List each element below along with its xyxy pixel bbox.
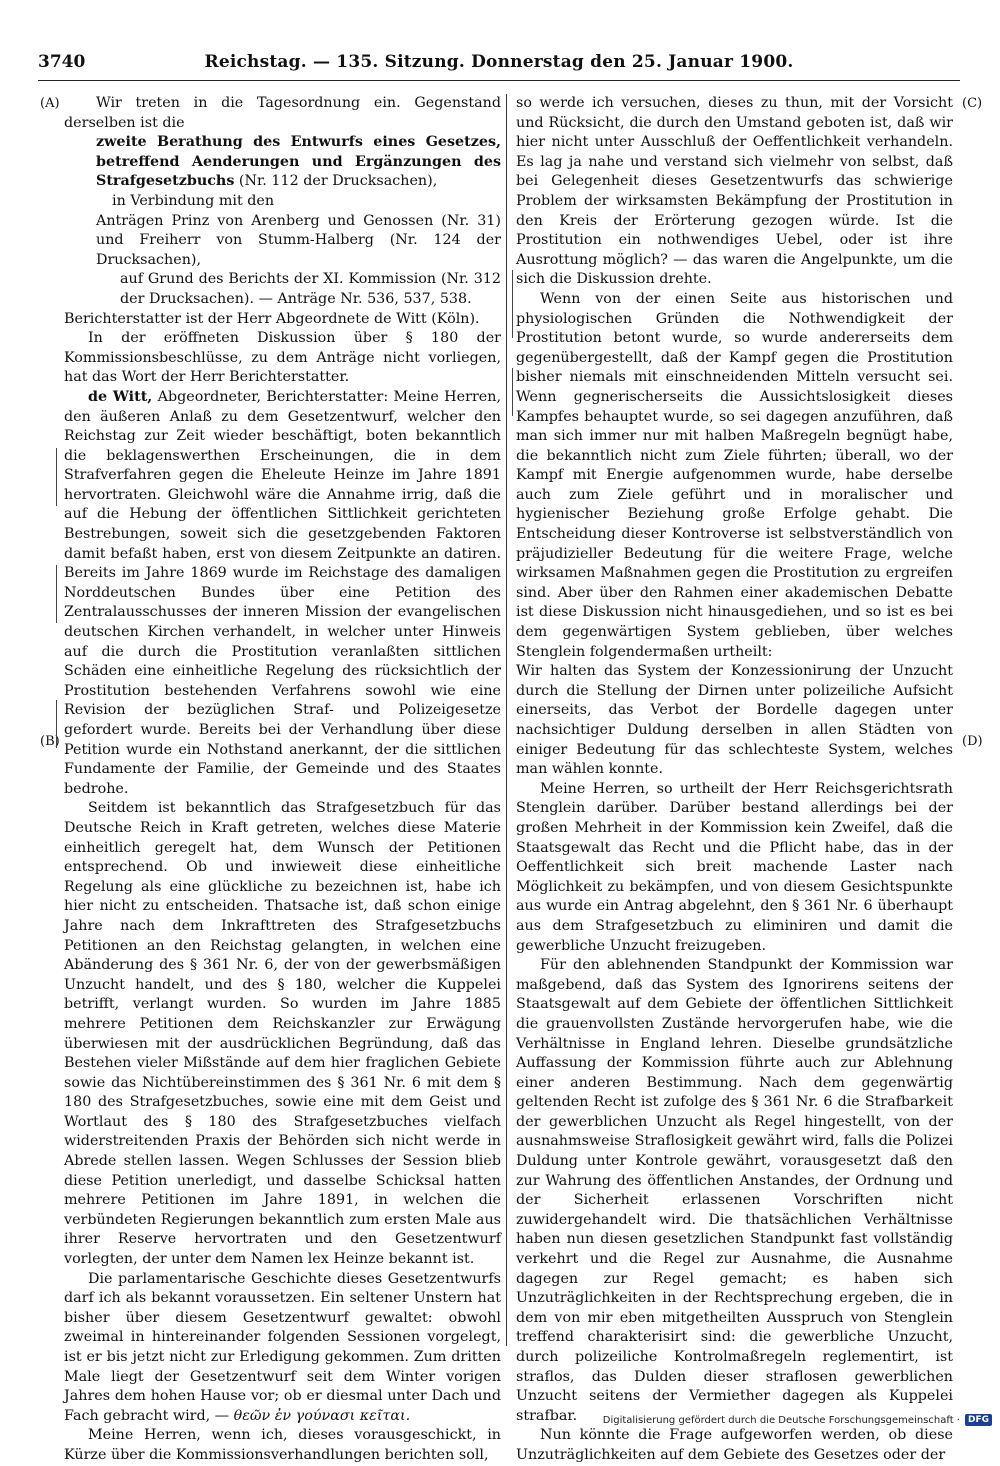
dfg-logo-icon: DFG	[965, 1414, 992, 1426]
agenda-title: zweite Berathung des Entwurfs eines Gesetzes, betreffend Aenderungen und Ergänzungen des Strafgesetzbuchs	[96, 134, 501, 190]
agenda-block	[96, 133, 501, 309]
stenglein-quote: Wir halten das System der Konzessionirung der Unzucht durch die Stellung der Dirnen unter polizeiliche Aufsicht einerseits, das Verbot der Bordelle dagegen unter nachsichtiger Duldung derselben in allen Städten von einiger Bedeutung für das schlechteste System, welches man wählen konnte.	[516, 663, 953, 778]
right-paragraph-1: so werde ich versuchen, dieses zu thun, mit der Vorsicht und Rücksicht, die durch den Umstand geboten ist, daß wir hier nicht unter Ausschluß der Oeffentlichkeit verhandeln. Es lag ja nahe und verstand sich vielmehr von selbst, daß bei Gelegenheit dieses Gesetzentwurfs das schwierige Problem der wirksamsten Bekämpfung der Prostitution in den Kreis der Erörterung gezogen würde. Ist die Prostitution ein nothwendiges Uebel, oder ist ihre Ausrottung möglich? — das waren die Angelpunkte, um die sich die Diskussion drehte.	[516, 95, 953, 288]
speech-text-3: Die parlamentarische Geschichte dieses Gesetzentwurfs darf ich als bekannt voraussetzen. Ein seltener Unstern hat bisher über diesem Gesetzentwurf gewaltet: obwohl zweimal in hintereinander folgenden Sessionen vorgelegt, ist er bis jetzt nicht zur Erledigung gekommen. Zum dritten Male liegt der Gesetzentwurf seit dem Winter vorigen Jahres dem hohen Hause vor; ob er diesmal unter Dach und Fach gebracht wird, —	[64, 1270, 501, 1424]
page-header	[38, 46, 960, 81]
speaker-name: de Witt,	[88, 388, 153, 405]
right-paragraph-3: Meine Herren, so urtheilt der Herr Reichsgerichtsrath Stenglein darüber. Darüber bestand allerdings bei der großen Mehrheit in der Kommission kein Zweifel, daß die Staatsgewalt das Recht und die Pflicht habe, das in der Oeffentlichkeit sich breit machende Laster nach Möglichkeit zu bekämpfen, und von diesem Gesichtspunkte aus wurde ein Antrag abgelehnt, den § 361 Nr. 6 überhaupt aus dem Strafgesetzbuch zu eliminiren und damit die gewerbliche Unzucht freizugeben.	[516, 780, 953, 954]
greek-quote: θεῶν ἐν γούνασι κεῖται.	[229, 1407, 411, 1424]
running-head: Reichstag. — 135. Sitzung. Donnerstag den 25. Januar 1900.	[204, 52, 794, 72]
right-column	[516, 94, 953, 1466]
margin-bracket	[56, 700, 62, 748]
footer-credit	[603, 1414, 992, 1426]
opening-paragraph: In der eröffneten Diskussion über § 180 der Kommissionsbeschlüsse, zu dem Anträge nicht vorliegen, hat das Wort der Herr Berichterstatter.	[64, 330, 501, 386]
speech-paragraph-2: Seitdem ist bekanntlich das Strafgesetzbuch für das Deutsche Reich in Kraft getreten, welches diese Materie einheitlich geregelt hat, dem Wunsch der Petitionen entsprechend. Ob und inwieweit diese einheitliche Regelung als eine glückliche zu bezeichnen ist, habe ich hier nicht zu entscheiden. Thatsache ist, daß schon einige Jahre nach dem Inkrafttreten des Strafgesetzbuchs Petitionen an den Reichstag gelangten, in welchen eine Abänderung des § 361 Nr. 6, der von der gewerbsmäßigen Unzucht handelt, und des § 180, welcher die Kuppelei betrifft, verlangt wurden. So wurden im Jahre 1885 mehrere Petitionen dem Reichskanzler zur Erwägung überwiesen mit der ausdrücklichen Begründung, daß das Bestehen vieler Mißstände auf dem hier fraglichen Gebiete sowie das Nichtübereinstimmen des § 361 Nr. 6 mit dem § 180 des Strafgesetzbuches, sowie eine mit dem Geist und Wortlaut des § 180 des Strafgesetzbuches vielfach widerstreitenden Praxis der Behörden sich nicht werde in Abrede stellen lassen. Wegen Schlusses der Session blieb diese Petition unerledigt, und dasselbe Schicksal hatten mehrere Petitionen im Jahre 1891, in welchen die verbündeten Regierungen bekanntlich zum ersten Male aus ihrer Reserve hervortraten und den Gesetzentwurf vorlegten, der unter dem Namen lex Heinze bekannt ist.	[64, 800, 501, 1268]
right-paragraph-2: Wenn von der einen Seite aus historischen und physiologischen Gründen die Nothwendigkeit der Prostitution betont wurde, so wurde andererseits dem gegenübergestellt, daß der Kampf gegen die Prostitution bisher niemals mit einschneidenden Mitteln versucht sei. Wenn gegnerischerseits die Aussichtslosigkeit dieses Kampfes behauptet wurde, so sei dagegen anzuführen, daß man sich immer nur mit halben Maßregeln begnügt habe, die bekanntlich nicht zum Ziele führten; überall, wo der Kampf mit Energie aufgenommen wurde, habe derselbe auch zum Ziele geführt und in moralischer und hygienischer Beziehung große Erfolge gehabt. Die Entscheidung dieser Kontroverse ist selbstverständlich von präjudizieller Bedeutung für die weitere Frage, welche wirksamen Maßnahmen gegen die Prostitution zu ergreifen sind. Aber über den Rahmen einer akademischen Debatte ist diese Diskussion nicht hinausgediehen, und so ist es bei dem gegenwärtigen System geblieben, über welches Stenglein folgendermaßen urtheilt:	[516, 290, 953, 660]
speech-paragraph-1	[64, 388, 501, 799]
margin-mark-a: (A)	[40, 96, 60, 111]
rapporteur-line: Berichterstatter ist der Herr Abgeordnete de Witt (Köln).	[64, 310, 480, 327]
agenda-link: in Verbindung mit den	[112, 192, 275, 209]
margin-mark-c: (C)	[962, 96, 983, 111]
column-divider	[506, 94, 507, 1346]
speech-text-1: Abgeordneter, Berichterstatter: Meine Herren, den äußeren Anlaß zu dem Gesetzentwurf, welcher den Reichstag zur Zeit wieder beschäftigt, boten bekanntlich die beklagenswerthen Erscheinungen, die in dem Strafverfahren gegen die Eheleute Heinze im Jahre 1891 hervortraten. Gleichwohl wäre die Annahme irrig, daß die auf die Hebung der öffentlichen Sittlichkeit gerichteten Bestrebungen, soweit sich die gesetzgebenden Faktoren damit befaßt haben, erst von diesem Zeitpunkte an datiren. Bereits im Jahre 1869 wurde im Reichstage des damaligen Norddeutschen Bundes über eine Petition des Zentralausschusses der inneren Mission der evangelischen deutschen Kirchen verhandelt, in welcher unter Hinweis auf die durch die Prostitution veranlaßten sittlichen Schäden eine einheitliche Regelung des rücksichtlich der Prostitution bestehenden Verfahrens sowohl wie eine Revision der bezüglichen Straf- und Polizeigesetze gefordert wurde. Bereits bei der Verhandlung über diese Petition wurde ein Nothstand anerkannt, der die sittlichen Fundamente der Familie, der Gemeinde und des Staates bedrohe.	[64, 388, 501, 797]
left-column	[64, 94, 501, 1466]
footer-text: Digitalisierung gefördert durch die Deutsche Forschungsgemeinschaft ·	[602, 1414, 960, 1426]
intro-paragraph: Wir treten in die Tagesordnung ein. Gegenstand derselben ist die	[64, 95, 501, 131]
agenda-motions: Anträgen Prinz von Arenberg und Genossen (Nr. 31) und Freiherr von Stumm-Halberg (Nr. 124 der Drucksachen),	[96, 212, 501, 268]
margin-mark-b: (B)	[40, 734, 60, 749]
agenda-title-ref: (Nr. 112 der Drucksachen),	[234, 173, 438, 190]
margin-mark-d: (D)	[962, 734, 983, 749]
speech-paragraph-3	[64, 1270, 501, 1427]
agenda-report: auf Grund des Berichts der XI. Kommission (Nr. 312 der Drucksachen). — Anträge Nr. 536, 537, 538.	[120, 271, 501, 307]
right-paragraph-5: Nun könnte die Frage aufgeworfen werden, ob diese Unzuträglichkeiten auf dem Gebiete des Gesetzes oder der	[516, 1427, 953, 1463]
speech-paragraph-4: Meine Herren, wenn ich, dieses vorausgeschickt, in Kürze über die Kommissionsverhandlungen berichten soll,	[64, 1427, 501, 1463]
right-paragraph-4: Für den ablehnenden Standpunkt der Kommission war maßgebend, daß das System des Ignorirens seitens der Staatsgewalt auf dem Gebiete der öffentlichen Sittlichkeit die grauenvollsten Zustände hervorgerufen habe, wie die Verhältnisse in England lehren. Dieselbe grundsätzliche Auffassung der Kommission führte auch zur Ablehnung einer anderen Bestimmung. Nach dem gegenwärtig geltenden Recht ist zufolge des § 361 Nr. 6 die Strafbarkeit der gewerblichen Unzucht als Regel hingestellt, von der ausnahmsweise Straflosigkeit gewährt wird, falls die Polizei Duldung unter Kontrole gewährt, vorausgesetzt daß den zur Wahrung des öffentlichen Anstandes, der Ordnung und der Sicherheit erlassenen Vorschriften nicht zuwidergehandelt wird. Die thatsächlichen Verhältnisse haben nun diesen gesetzlichen Standpunkt fast vollständig verkehrt und die Regel zur Ausnahme, die Ausnahme dagegen zur Regel gemacht; es haben sich Unzuträglichkeiten in der Rechtsprechung ergeben, die in dem von mir eben mitgetheilten Ausspruch von Stenglein treffend charakterisirt sind: die gewerbliche Unzucht, durch polizeiliche Kontrolmaßregeln reglementirt, ist straflos, das Dulden dieser straflosen gewerblichen Unzucht seitens der Vermiether dagegen als Kuppelei strafbar.	[516, 957, 953, 1424]
margin-bracket	[56, 448, 62, 506]
margin-bracket	[56, 565, 62, 623]
page-number: 3740	[38, 52, 86, 72]
